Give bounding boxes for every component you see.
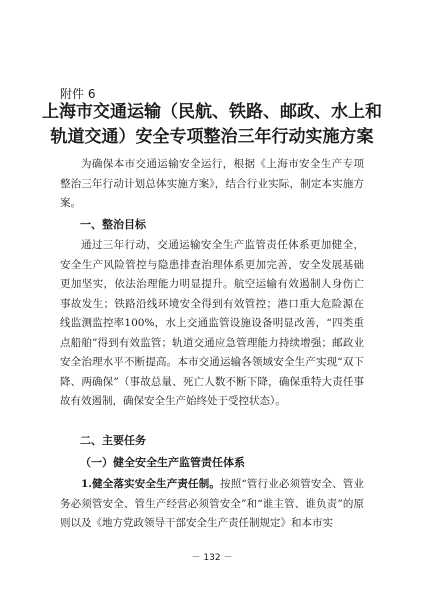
annex-label: 附件 6 <box>60 87 96 101</box>
task-lead-text: 1.健全落实安全生产责任制。 <box>81 478 221 490</box>
section-heading-goals: 一、整治目标 <box>80 218 146 231</box>
task-paragraph <box>60 475 364 534</box>
document-title-line-2: 轨道交通）安全专项整治三年行动实施方案 <box>50 127 374 147</box>
task-body-text: 按照“管行业必须管安全、管业务必须管安全、管生产经营必须管安全”和“谁主管、谁负责”的原则以及《地方党政领导干部安全生产责任制规定》和本市实 <box>60 478 364 529</box>
goals-paragraph: 通过三年行动，交通运输安全生产监管责任体系更加健全，安全生产风险管控与隐患排查治理体系更加完善，安全发展基础更加坚实，依法治理能力明显提升。航空运输有效遏制人身伤亡事故发生；铁路沿线环境安全得到有效管控；港口重大危险源在线监测监控率100%，水上交通监管设施设备明显改善，“四类重点船舶”得到有效监管；轨道交通应急管理能力持续增强；邮政业安全治理水平不断提高。本市交通运输各领域安全生产实现“双下降、两确保”（事故总量、死亡人数不断下降，确保重特大责任事故有效遏制，确保安全生产始终处于受控状态）。 <box>60 239 364 407</box>
intro-paragraph: 为确保本市交通运输安全运行，根据《上海市安全生产专项整治三年行动计划总体实施方案》，结合行业实际，制定本实施方案。 <box>60 158 364 209</box>
document-title-line-1: 上海市交通运输（民航、铁路、邮政、水上和 <box>42 102 382 122</box>
subsection-heading-responsibility: （一）健全安全生产监管责任体系 <box>80 456 245 469</box>
section-heading-tasks: 二、主要任务 <box>80 434 146 447</box>
page-number: － 132 － <box>191 553 233 563</box>
